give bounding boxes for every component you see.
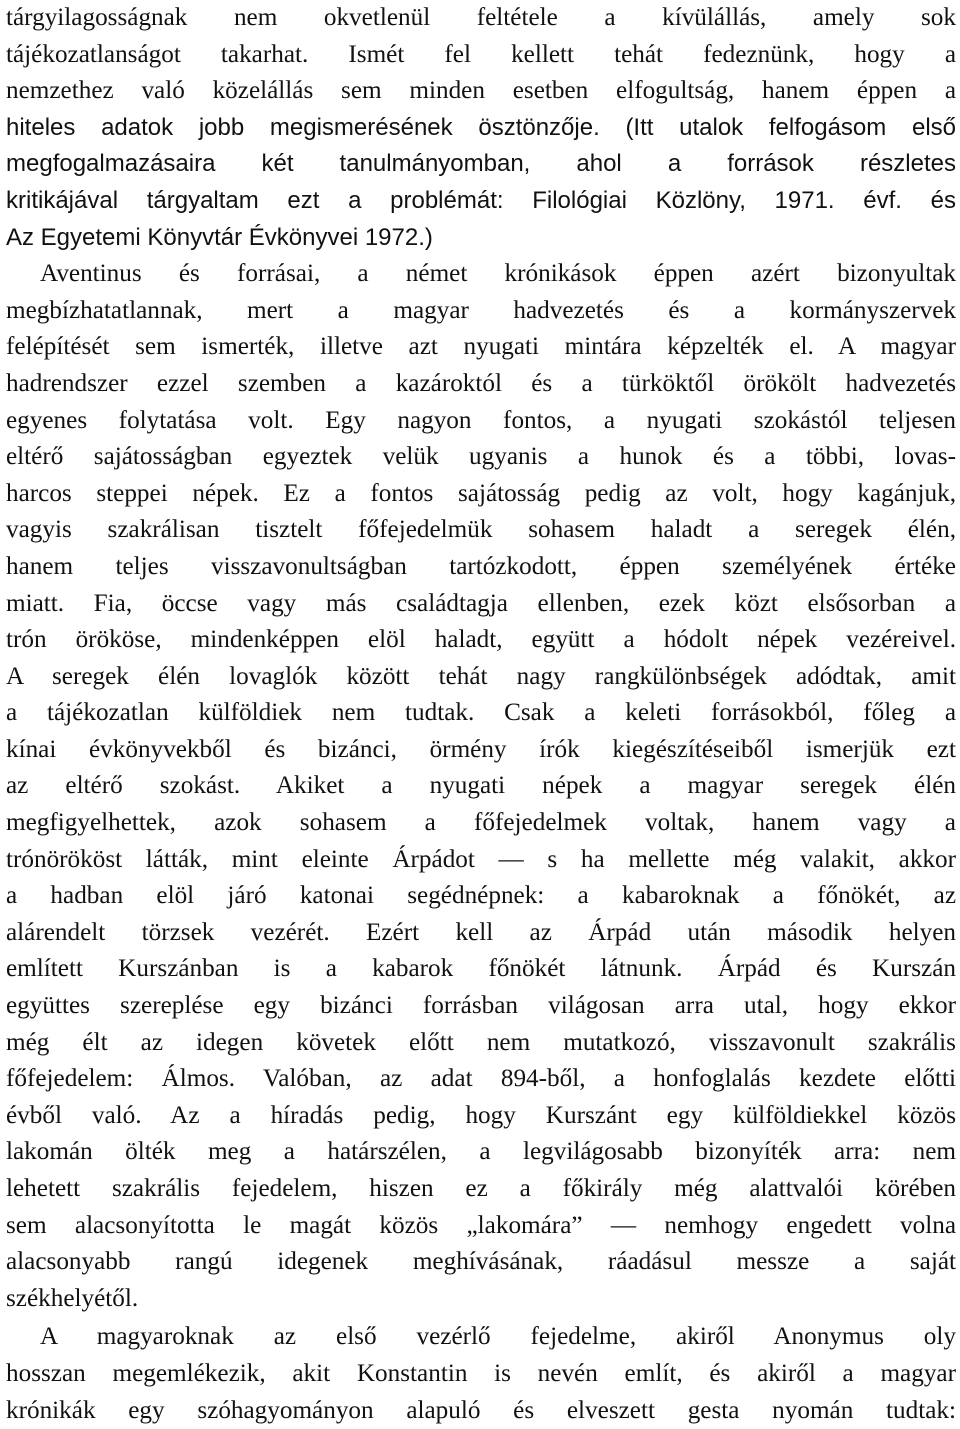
text-line: a hadban elöl járó katonai segédnépnek: a kabaroknak a főnökét, az — [6, 882, 956, 910]
text-line: hanem teljes visszavonultságban tartózkodott, éppen személyének értéke — [6, 552, 956, 580]
text-line: a tájékozatlan külföldiek nem tudtak. Csak a keleti forrásokból, főleg a — [6, 699, 956, 727]
text-line: trónörököst látták, mint eleinte Árpádot — s ha mellette még valakit, akkor — [6, 845, 956, 873]
text-line: lakomán ölték meg a határszélen, a legvilágosabb bizonyíték arra: nem — [6, 1138, 956, 1166]
text-line: székhelyétől. — [6, 1284, 139, 1312]
text-line: megfigyelhettek, azok sohasem a főfejedelmek voltak, hanem vagy a — [6, 809, 956, 837]
text-line: hiteles adatok jobb megismerésének ösztönzője. (Itt utalok felfogásom első — [6, 113, 956, 141]
text-line: trón örököse, mindenképpen elöl haladt, együtt a hódolt népek vezéreivel. — [6, 626, 956, 654]
document-page — [6, 0, 956, 1429]
text-line: felépítését sem ismerték, illetve azt nyugati mintára képzelték el. A magyar — [6, 333, 956, 361]
text-line: hosszan megemlékezik, akit Konstantin is nevén említ, és akiről a magyar — [6, 1359, 956, 1387]
paragraph-2 — [6, 256, 956, 1317]
text-line: kínai évkönyvekből és bizánci, örmény írók kiegészítéseiből ismerjük ezt — [6, 735, 956, 763]
text-line: az eltérő szokást. Akiket a nyugati népek a magyar seregek élén — [6, 772, 956, 800]
text-line: évből való. Az a híradás pedig, hogy Kurszánt egy külföldiekkel közös — [6, 1101, 956, 1129]
text-line: sem alacsonyította le magát közös „lakomára” — nemhogy engedett volna — [6, 1211, 956, 1239]
paragraph-1 — [6, 0, 956, 256]
text-line: együttes szereplése egy bizánci forrásban világosan arra utal, hogy ekkor — [6, 992, 956, 1020]
text-line: miatt. Fia, öccse vagy más családtagja ellenben, ezek közt elsősorban a — [6, 589, 956, 617]
text-line: hadrendszer ezzel szemben a kazároktól és a türköktől örökölt hadvezetés — [6, 369, 956, 397]
text-line: említett Kurszánban is a kabarok főnökét látnunk. Árpád és Kurszán — [6, 955, 956, 983]
text-line: harcos steppei népek. Ez a fontos sajátosság pedig az volt, hogy kagánjuk, — [6, 479, 956, 507]
text-line: A seregek élén lovaglók között tehát nagy rangkülönbségek adódtak, amit — [6, 662, 956, 690]
text-line: A magyaroknak az első vezérlő fejedelme, akiről Anonymus oly — [40, 1323, 956, 1351]
text-line: megfogalmazásaira két tanulmányomban, ahol a források részletes — [6, 150, 956, 178]
text-line: lehetett szakrális fejedelem, hiszen ez a főkirály még alattvalói körében — [6, 1175, 956, 1202]
text-line: nemzethez való közelállás sem minden esetben elfogultság, hanem éppen a — [6, 77, 956, 105]
text-line: Az Egyetemi Könyvtár Évkönyvei 1972.) — [6, 223, 433, 251]
text-line: tárgyilagosságnak nem okvetlenül feltétele a kívülállás, amely sok — [6, 4, 956, 31]
text-line: alacsonyabb rangú idegenek meghívásának, ráadásul messze a saját — [6, 1248, 956, 1276]
text-line: tájékozatlanságot takarhat. Ismét fel kellett tehát fedeznünk, hogy a — [6, 40, 956, 68]
text-line: Aventinus és forrásai, a német krónikások éppen azért bizonyultak — [40, 260, 956, 288]
text-line: egyenes folytatása volt. Egy nagyon fontos, a nyugati szokástól teljesen — [6, 406, 956, 434]
text-line: főfejedelem: Álmos. Valóban, az adat 894-ből, a honfoglalás kezdete előtti — [6, 1065, 956, 1093]
text-line: kritikájával tárgyaltam ezt a problémát: Filológiai Közlöny, 1971. évf. és — [6, 186, 956, 214]
text-line: krónikák egy szóhagyományon alapuló és elveszett gesta nyomán tudtak: — [6, 1396, 956, 1424]
text-line: megbízhatatlannak, mert a magyar hadvezetés és a kormányszervek — [6, 296, 956, 324]
text-line: eltérő sajátosságban egyeztek velük ugyanis a hunok és a többi, lovas- — [6, 443, 956, 471]
text-line: alárendelt törzsek vezérét. Ezért kell az Árpád után második helyen — [6, 918, 956, 946]
text-line: még élt az idegen követek előtt nem mutatkozó, visszavonult szakrális — [6, 1028, 956, 1056]
paragraph-3 — [6, 1319, 956, 1429]
text-line: vagyis szakrálisan tisztelt főfejedelmük sohasem haladt a seregek élén, — [6, 516, 956, 544]
